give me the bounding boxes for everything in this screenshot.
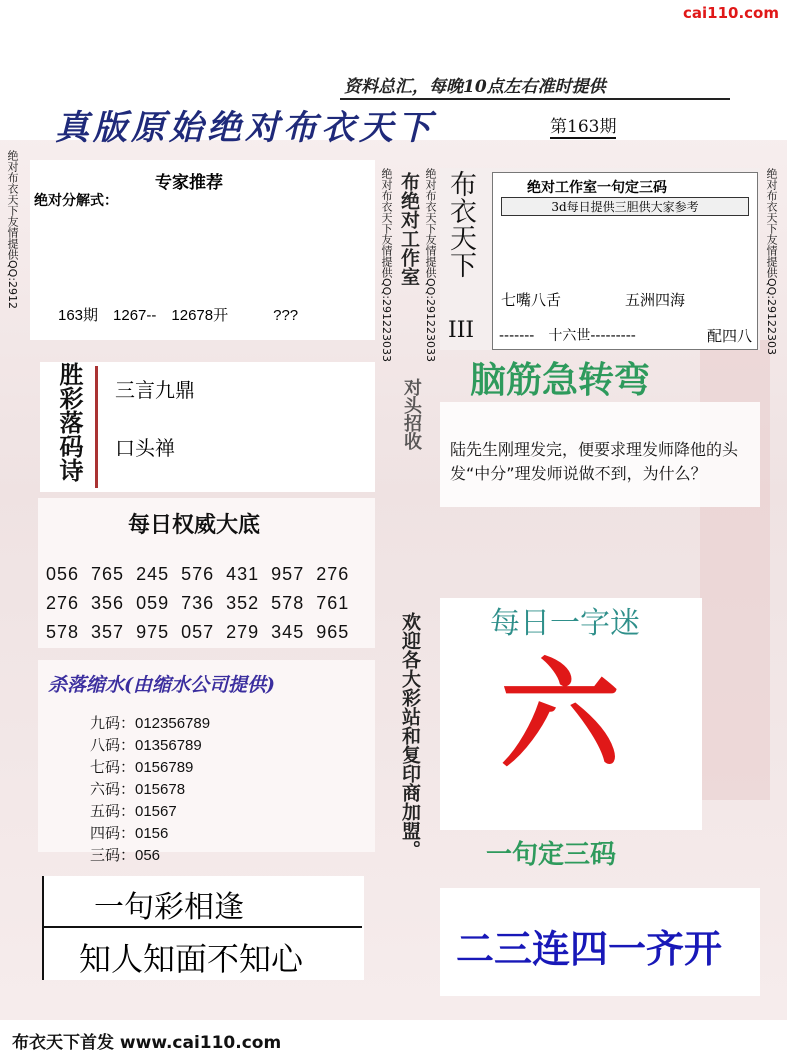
main-title: 真版原始绝对布衣天下 [55, 108, 435, 148]
poem-line-1: 三言九鼎 [115, 378, 195, 402]
daily-base-panel [38, 498, 375, 648]
welcome-vertical: 欢迎各大彩站和复印商加盟。 [399, 612, 421, 859]
daily-base-title: 每日权威大底 [128, 513, 261, 538]
studio-box-sub: 3d每日提供三胆供大家参考 [501, 197, 749, 216]
word-puzzle-panel [440, 598, 702, 830]
riddle-question: 陆先生刚理发完，便要求理发师降他的头发“中分”理发师说做不到，为什么？ [450, 440, 739, 483]
side-text-mid-right: 绝对布衣天下友情提供QQ:291223033 [424, 168, 437, 363]
lucky-text: 知人知面不知心 [79, 940, 304, 978]
footer: 布衣天下首发 www.cai110.com [12, 1033, 282, 1053]
code-item: 八码：01356789 [90, 737, 202, 754]
three-code-panel [440, 888, 760, 996]
watermark: cai110.com [683, 4, 779, 22]
poem-divider [95, 366, 98, 488]
side-text-left: 绝对布衣天下友情提供QQ:2912 [6, 150, 19, 310]
riddle-panel [440, 402, 760, 507]
side-text-mid-left: 绝对布衣天下友情提供QQ:291223033 [380, 168, 393, 363]
lucky-title: 一句彩相逢 [94, 890, 244, 925]
code-item: 六码：015678 [90, 781, 186, 798]
code-item: 七码：0156789 [90, 759, 194, 776]
poem-panel [40, 362, 375, 492]
lucky-divider [44, 926, 362, 928]
phrase-2: 五洲四海 [625, 291, 686, 309]
expert-title: 专家推荐 [155, 173, 223, 193]
studio-vertical: 布绝对工作室 [398, 172, 420, 286]
three-code-text: 二三连四一齐开 [456, 927, 723, 971]
poem-line-2: 口头禅 [115, 436, 175, 460]
riddle-title: 脑筋急转弯 [470, 360, 651, 401]
side-text-right: 绝对布衣天下友情提供QQ:29122303 [765, 168, 778, 356]
shrink-title: 杀落缩水(由缩水公司提供) [48, 674, 275, 696]
phrase-4: 配四八 [707, 327, 753, 345]
shrink-list [90, 712, 211, 864]
three-code-title: 一句定三码 [486, 840, 617, 870]
word-puzzle-char: 六 [500, 647, 620, 786]
word-puzzle-title: 每日一字迷 [490, 606, 640, 641]
code-item: 五码：01567 [90, 803, 177, 820]
shrink-panel [38, 660, 375, 864]
phrase-3: ------- 十六世--------- [499, 328, 636, 344]
buyi-panel [440, 168, 760, 350]
top-notice: 资料总汇，每晚10点左右准时提供 [340, 72, 730, 100]
phrase-1: 七嘴八舌 [501, 291, 562, 309]
daily-row-2: 276 356 059 736 352 578 761 [46, 593, 350, 613]
formula-label: 绝对分解式： [34, 193, 118, 209]
code-item: 四码：0156 [90, 825, 169, 842]
poem-label: 胜彩落码诗 [55, 362, 84, 482]
partial-vertical: 对头招收 [401, 378, 422, 450]
daily-row-1: 056 765 245 576 431 957 276 [46, 564, 350, 584]
daily-row-3: 578 357 975 057 279 345 965 [46, 622, 350, 642]
studio-box-title: 绝对工作室一句定三码 [527, 180, 667, 196]
code-item: 三码：056 [90, 847, 161, 864]
issue-number: 第163期 [550, 112, 616, 139]
buyi-roman: III [448, 318, 475, 343]
buyi-vertical: 布衣天下 [445, 170, 476, 278]
code-item: 九码：012356789 [90, 715, 211, 732]
lucky-panel [42, 876, 364, 980]
studio-box [492, 172, 758, 350]
expert-panel [30, 160, 375, 340]
expert-result: 163期 1267-- 12678开 ??? [58, 307, 299, 324]
